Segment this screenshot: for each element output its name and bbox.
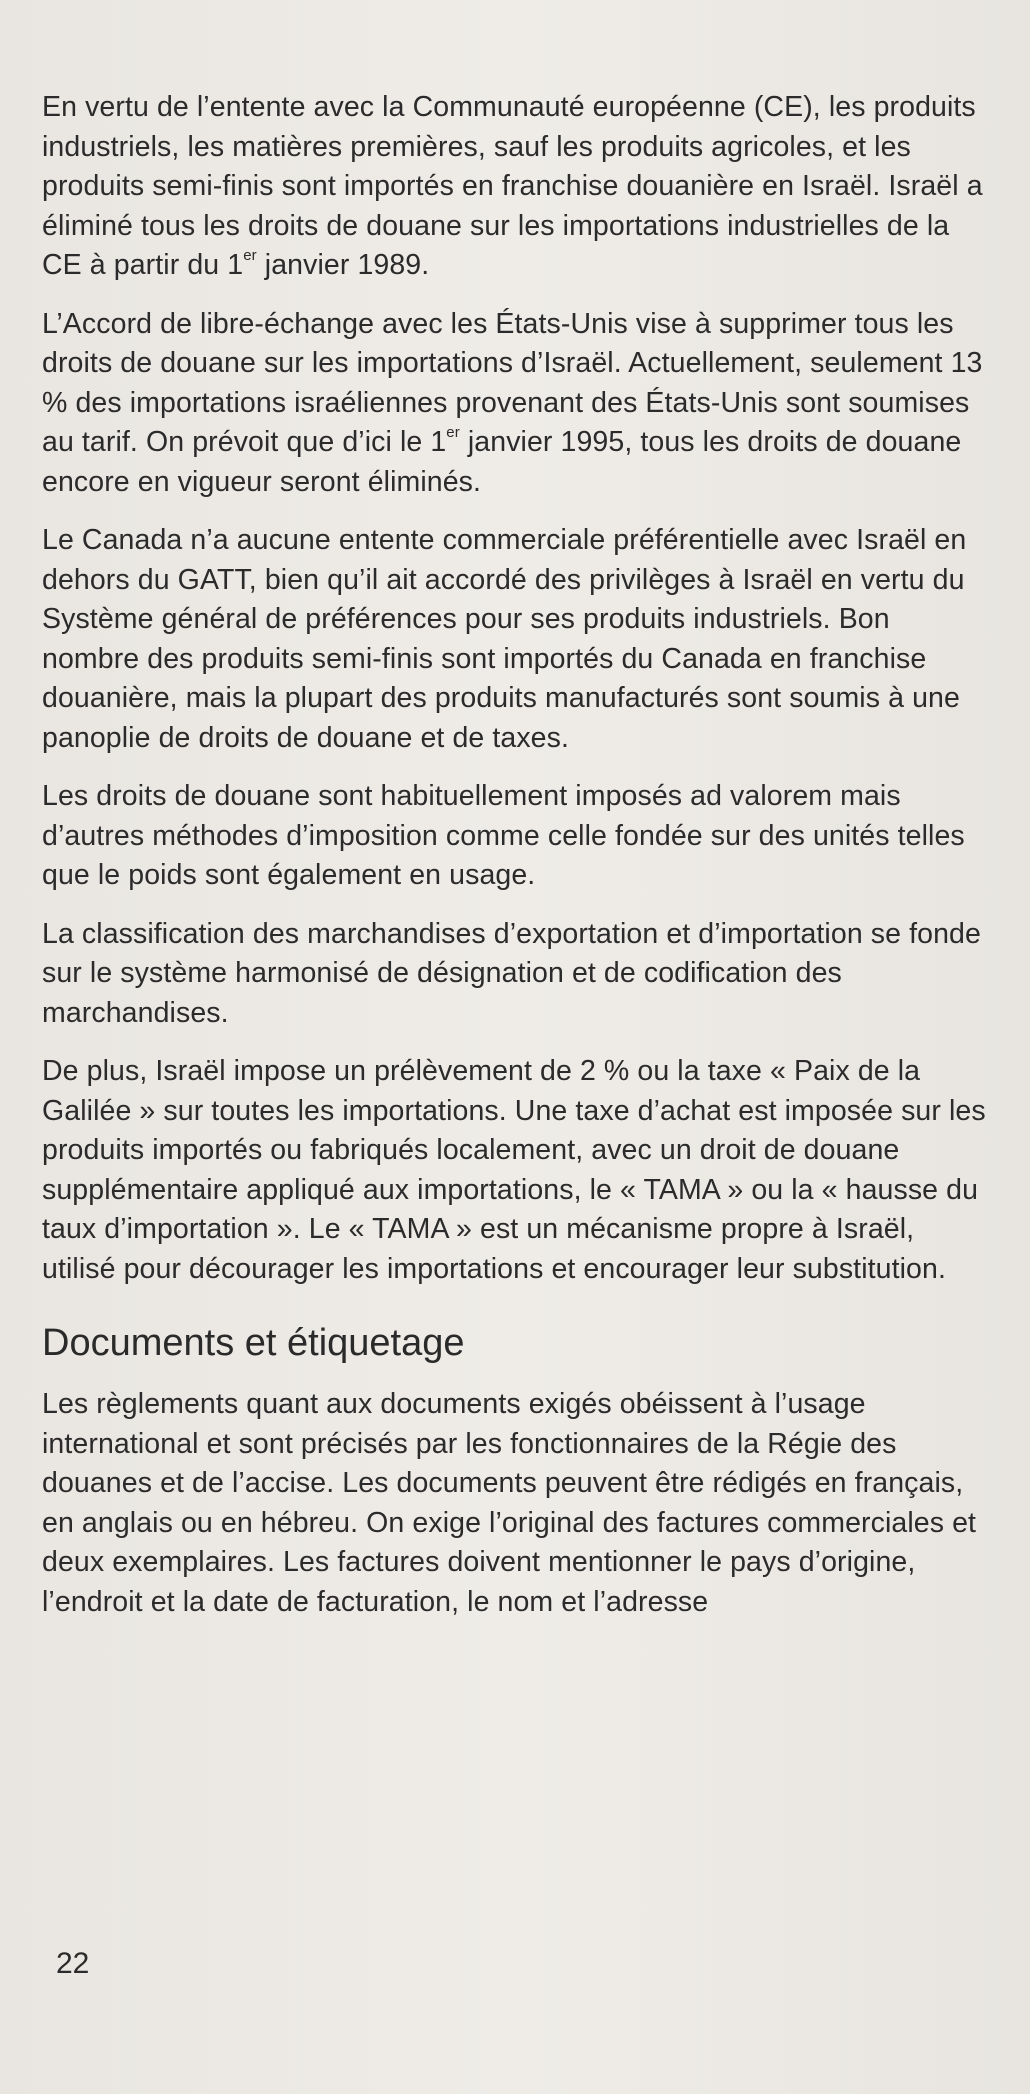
paragraph-text: Le Canada n’a aucune entente commerciale préférentielle avec Israël en dehors du GATT, bien qu’il ait accordé des privilèges à Israël en vertu du Système général de préférences pour ses produits industriels. Bon nombre des produits semi-finis sont importés du Canada en franchise douanière, mais la plupart des produits manufacturés sont soumis à une panoplie de droits de douane et de taxes.	[42, 524, 967, 754]
paragraph-classification	[42, 915, 994, 1034]
paragraph-documents	[42, 1385, 994, 1622]
paragraph-text: La classification des marchandises d’exportation et d’importation se fonde sur le système harmonisé de désignation et de codification des marchandises.	[42, 917, 981, 1029]
paragraph-text: De plus, Israël impose un prélèvement de 2 % ou la taxe « Paix de la Galilée » sur toutes les importations. Une taxe d’achat est imposée sur les produits importés ou fabriqués localement, avec un droit de douane supplémentaire appliqué aux importations, le « TAMA » ou la « hausse du taux d’importation ». Le « TAMA » est un mécanisme propre à Israël, utilisé pour décourager les importations et encourager leur substitution.	[42, 1055, 986, 1285]
paragraph-text: L’Accord de libre-échange avec les États-Unis vise à supprimer tous les droits de douane sur les importations d’Israël. Actuellement, seulement 13 % des importations israéliennes provenant des États-Unis sont soumises au tarif. On prévoit que d’ici le 1	[42, 307, 983, 458]
paragraph-text: Les règlements quant aux documents exigés obéissent à l’usage international et sont précisés par les fonctionnaires de la Régie des douanes et de l’accise. Les documents peuvent être rédigés en français, en anglais ou en hébreu. On exige l’original des factures commerciales et deux exemplaires. Les factures doivent mentionner le pays d’origine, l’endroit et la date de facturation, le nom et l’adresse	[42, 1388, 977, 1618]
paragraph-text: janvier 1995, tous les droits de douane encore en vigueur seront éliminés.	[42, 426, 962, 498]
paragraph-us-agreement	[42, 305, 994, 503]
section-heading: Documents et étiquetage	[42, 1322, 465, 1364]
paragraph-canada	[42, 521, 994, 758]
page-number: 22	[56, 1947, 90, 1980]
paragraph-text: janvier 1989.	[256, 249, 430, 281]
text-column	[42, 88, 994, 1641]
paragraph-ce-agreement	[42, 88, 994, 286]
ordinal-superscript: er	[446, 424, 460, 441]
paragraph-text: Les droits de douane sont habituellement imposés ad valorem mais d’autres méthodes d’imposition comme celle fondée sur des unités telles que le poids sont également en usage.	[42, 780, 965, 891]
paragraph-tama	[42, 1052, 994, 1289]
ordinal-superscript: er	[243, 247, 257, 264]
paragraph-ad-valorem	[42, 777, 994, 896]
paragraph-text: En vertu de l’entente avec la Communauté européenne (CE), les produits industriels, les matières premières, sauf les produits agricoles, et les produits semi-finis sont importés en franchise douanière en Israël. Israël a éliminé tous les droits de douane sur les importations industrielles de la CE à partir du 1	[42, 91, 983, 281]
